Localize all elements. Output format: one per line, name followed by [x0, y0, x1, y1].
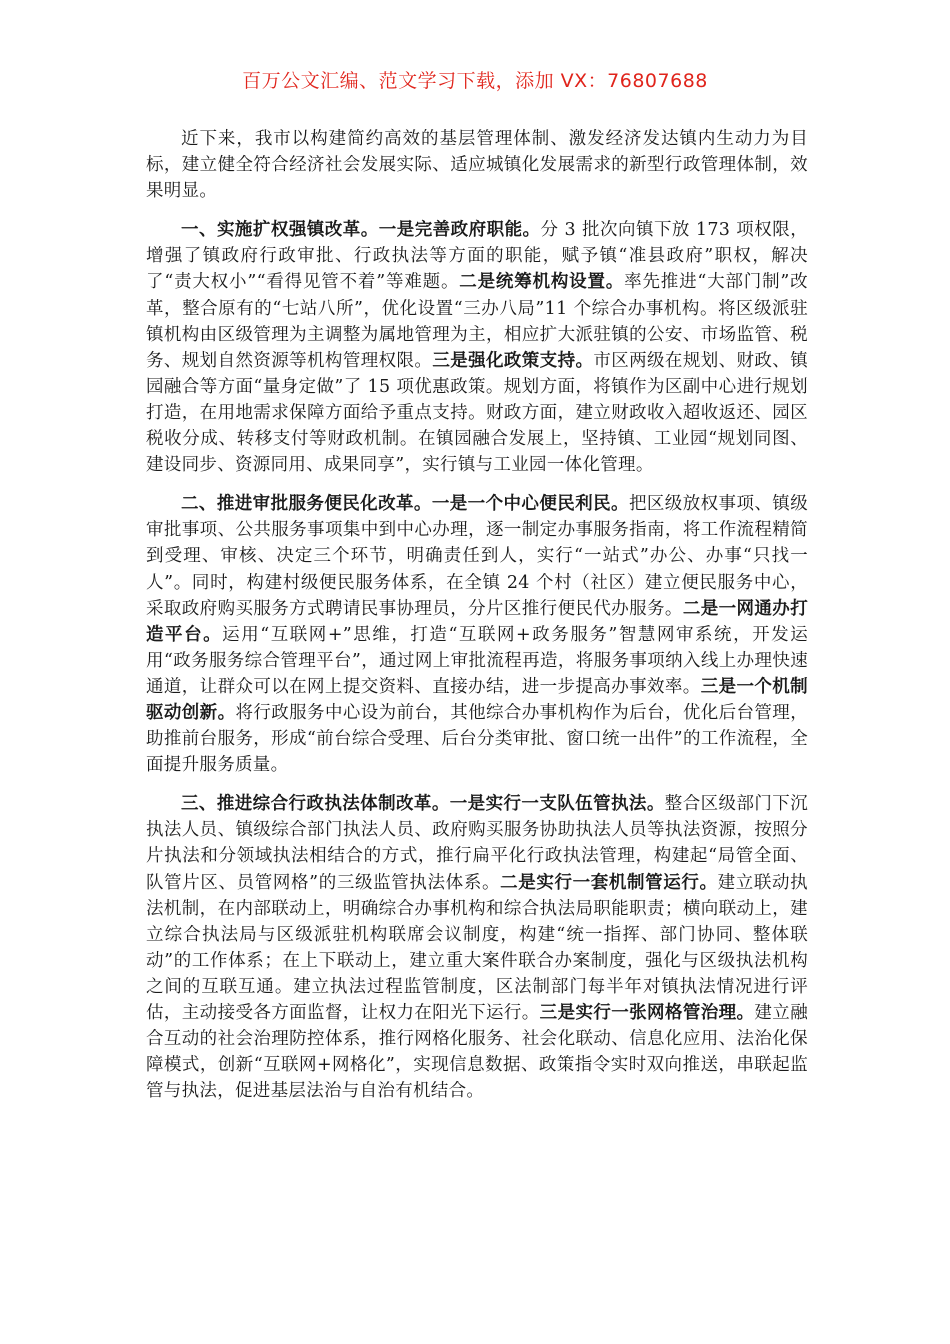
- section-1-point-3-text: 市区两级在规划、财政、镇园融合等方面“量身定做”了 15 项优惠政策。规划方面，将镇作为区副中心进行规划打造，在用地需求保障方面给予重点支持。财政方面，建立财政收入超收返还、园区税收分成、转移支付等财政机制。在镇园融合发展上，坚持镇、工业园“规划同图、建设同步、资源同用、成果同享”，实行镇与工业园一体化管理。: [146, 350, 808, 476]
- section-2-heading: 二、推进审批服务便民化改革。: [181, 494, 432, 515]
- section-2-point-2-text: 运用“互联网+”思维，打造“互联网+政务服务”智慧网审系统，开发运用“政务服务综合管理平台”，通过网上审批流程再造，将服务事项纳入线上办理快速通道，让群众可以在网上提交资料、直接办结，进一步提高办事效率。: [146, 624, 809, 697]
- section-1-point-1-text: 分 3 批次向镇下放 173 项权限，增强了镇政府行政审批、行政执法等方面的职能，赋予镇“准县政府”职权，解决了“责大权小”“看得见管不着”等难题。: [146, 220, 808, 293]
- section-3-point-1-label: 一是实行一支队伍管执法。: [449, 794, 665, 815]
- section-1-point-1-label: 一是完善政府职能。: [378, 220, 541, 241]
- intro-paragraph: [146, 126, 808, 204]
- section-3-paragraph: [146, 791, 808, 1104]
- section-1-heading: 一、实施扩权强镇改革。: [181, 220, 379, 241]
- intro-text: 近下来，我市以构建简约高效的基层管理体制、激发经济发达镇内生动力为目标，建立健全符合经济社会发展实际、适应城镇化发展需求的新型行政管理体制，效果明显。: [146, 129, 808, 202]
- section-3-point-2-text: 建立联动执法机制，在内部联动上，明确综合办事机构和综合执法局职能职责；横向联动上，建立综合执法局与区级派驻机构联席会议制度，构建“统一指挥、部门协同、整体联动”的工作体系；在上下联动上，建立重大案件联合办案制度，强化与区级执法机构之间的互联互通。建立执法过程监管制度，区法制部门每半年对镇执法情况进行评估，主动接受各方面监督，让权力在阳光下运行。: [146, 872, 808, 1023]
- section-2-point-1-text: 把区级放权事项、镇级审批事项、公共服务事项集中到中心办理，逐一制定办事服务指南，将工作流程精简到受理、审核、决定三个环节，明确责任到人，实行“一站式”办公、办事“只找一人”。同时，构建村级便民服务体系，在全镇 24 个村（社区）建立便民服务中心，采取政府购买服务方式聘请民事协理员，分片区推行便民代办服务。: [146, 494, 808, 619]
- section-2-point-3-label: 三是一个机制驱动创新。: [146, 676, 808, 723]
- section-2-point-1-label: 一是一个中心便民利民。: [431, 494, 629, 515]
- section-3-point-3-text: 建立融合互动的社会治理防控体系，推行网格化服务、社会化联动、信息化应用、法治化保障模式，创新“互联网+网格化”，实现信息数据、政策指令实时双向推送，串联起监管与执法，促进基层法治与自治有机结合。: [146, 1003, 808, 1102]
- document-body: [146, 126, 808, 1117]
- section-3-point-2-label: 二是实行一套机制管运行。: [500, 872, 718, 893]
- section-2-paragraph: [146, 491, 808, 778]
- section-1-paragraph: [146, 217, 808, 478]
- section-2-point-3-text: 将行政服务中心设为前台，其他综合办事机构作为后台，优化后台管理，助推前台服务，形成“前台综合受理、后台分类审批、窗口统一出件”的工作流程，全面提升服务质量。: [146, 702, 809, 776]
- section-1-point-3-label: 三是强化政策支持。: [432, 350, 594, 371]
- section-3-point-1-text: 整合区级部门下沉执法人员、镇级综合部门执法人员、政府购买服务协助执法人员等执法资源，按照分片执法和分领域执法相结合的方式，推行扁平化行政执法管理，构建起“局管全面、队管片区、员管网格”的三级监管执法体系。: [146, 794, 809, 893]
- section-1-point-2-text: 率先推进“大部门制”改革，整合原有的“七站八所”，优化设置“三办八局”11 个综合办事机构。将区级派驻镇机构由区级管理为主调整为属地管理为主，相应扩大派驻镇的公安、市场监管、税务、规划自然资源等机构管理权限。: [146, 272, 808, 371]
- promo-header: 百万公文汇编、范文学习下载，添加 VX：76807688: [242, 70, 708, 92]
- section-2-point-2-label: 二是一网通办打造平台。: [146, 598, 808, 645]
- section-3-point-3-label: 三是实行一张网格管治理。: [539, 1003, 755, 1023]
- section-3-heading: 三、推进综合行政执法体制改革。: [181, 794, 450, 815]
- section-1-point-2-label: 二是统筹机构设置。: [459, 272, 625, 293]
